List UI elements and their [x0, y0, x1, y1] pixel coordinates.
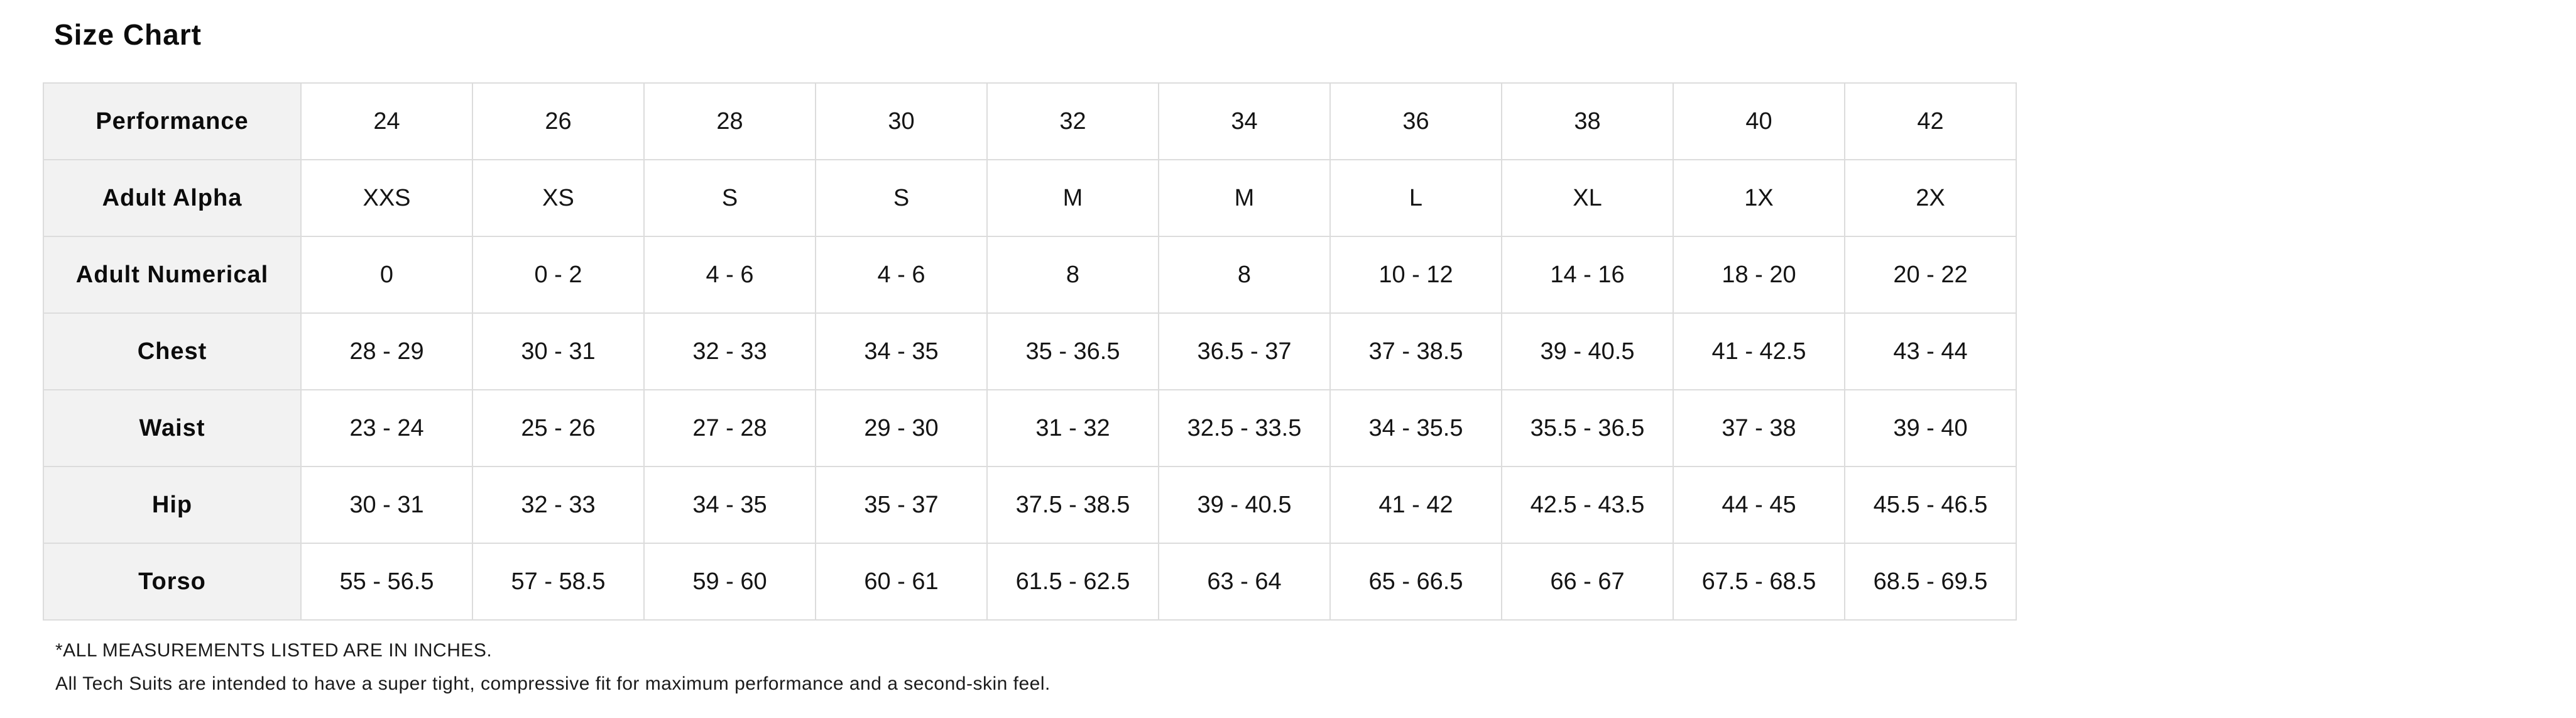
size-cell: 38 [1502, 83, 1673, 160]
size-cell: 8 [1159, 236, 1330, 313]
size-cell: M [987, 160, 1159, 236]
table-row-adult-alpha [43, 160, 2016, 236]
size-cell: 1X [1673, 160, 1845, 236]
size-cell: 65 - 66.5 [1330, 543, 1502, 620]
size-cell: S [816, 160, 987, 236]
row-header-hip: Hip [43, 467, 301, 543]
table-row-waist [43, 390, 2016, 467]
footnote-fit: All Tech Suits are intended to have a super tight, compressive fit for maximum performance and a second-skin feel. [55, 673, 1051, 694]
size-cell: 61.5 - 62.5 [987, 543, 1159, 620]
size-cell: 37 - 38.5 [1330, 313, 1502, 390]
size-cell: 34 - 35 [644, 467, 816, 543]
size-cell: 63 - 64 [1159, 543, 1330, 620]
size-cell: 30 - 31 [472, 313, 644, 390]
size-cell: 0 [301, 236, 472, 313]
size-cell: 66 - 67 [1502, 543, 1673, 620]
size-chart-table [43, 82, 2017, 621]
table-row-performance [43, 83, 2016, 160]
size-cell: 35 - 37 [816, 467, 987, 543]
size-cell: 2X [1845, 160, 2016, 236]
size-cell: 37.5 - 38.5 [987, 467, 1159, 543]
size-cell: 35 - 36.5 [987, 313, 1159, 390]
size-cell: 41 - 42 [1330, 467, 1502, 543]
size-cell: 42.5 - 43.5 [1502, 467, 1673, 543]
size-cell: XS [472, 160, 644, 236]
size-cell: 28 - 29 [301, 313, 472, 390]
size-cell: 4 - 6 [816, 236, 987, 313]
row-header-adult-alpha: Adult Alpha [43, 160, 301, 236]
size-cell: 18 - 20 [1673, 236, 1845, 313]
size-cell: 34 - 35 [816, 313, 987, 390]
size-cell: M [1159, 160, 1330, 236]
size-cell: 30 [816, 83, 987, 160]
size-cell: 26 [472, 83, 644, 160]
size-cell: 60 - 61 [816, 543, 987, 620]
footnote-measurements: *ALL MEASUREMENTS LISTED ARE IN INCHES. [55, 640, 493, 661]
size-cell: 55 - 56.5 [301, 543, 472, 620]
size-cell: 8 [987, 236, 1159, 313]
size-cell: 0 - 2 [472, 236, 644, 313]
size-cell: 36.5 - 37 [1159, 313, 1330, 390]
table-row-torso [43, 543, 2016, 620]
size-cell: 59 - 60 [644, 543, 816, 620]
size-cell: 34 - 35.5 [1330, 390, 1502, 467]
size-cell: XXS [301, 160, 472, 236]
row-header-waist: Waist [43, 390, 301, 467]
size-cell: 40 [1673, 83, 1845, 160]
size-cell: 32 - 33 [644, 313, 816, 390]
size-cell: 39 - 40 [1845, 390, 2016, 467]
table-row-chest [43, 313, 2016, 390]
size-cell: 28 [644, 83, 816, 160]
size-cell: 36 [1330, 83, 1502, 160]
footnotes [55, 641, 2506, 693]
size-cell: 57 - 58.5 [472, 543, 644, 620]
size-cell: 31 - 32 [987, 390, 1159, 467]
size-cell: 39 - 40.5 [1159, 467, 1330, 543]
size-cell: 32 [987, 83, 1159, 160]
size-cell: L [1330, 160, 1502, 236]
size-cell: 23 - 24 [301, 390, 472, 467]
size-cell: 42 [1845, 83, 2016, 160]
size-cell: 32 - 33 [472, 467, 644, 543]
size-cell: 34 [1159, 83, 1330, 160]
row-header-performance: Performance [43, 83, 301, 160]
size-cell: 20 - 22 [1845, 236, 2016, 313]
size-cell: XL [1502, 160, 1673, 236]
size-cell: 68.5 - 69.5 [1845, 543, 2016, 620]
size-cell: 27 - 28 [644, 390, 816, 467]
table-row-adult-numerical [43, 236, 2016, 313]
page-title: Size Chart [54, 18, 202, 51]
row-header-chest: Chest [43, 313, 301, 390]
size-cell: 41 - 42.5 [1673, 313, 1845, 390]
table-row-hip [43, 467, 2016, 543]
size-cell: 44 - 45 [1673, 467, 1845, 543]
row-header-torso: Torso [43, 543, 301, 620]
size-cell: 10 - 12 [1330, 236, 1502, 313]
size-cell: 67.5 - 68.5 [1673, 543, 1845, 620]
size-cell: 35.5 - 36.5 [1502, 390, 1673, 467]
size-cell: 39 - 40.5 [1502, 313, 1673, 390]
size-cell: 45.5 - 46.5 [1845, 467, 2016, 543]
size-cell: 32.5 - 33.5 [1159, 390, 1330, 467]
size-cell: 29 - 30 [816, 390, 987, 467]
size-cell: 30 - 31 [301, 467, 472, 543]
size-cell: 24 [301, 83, 472, 160]
size-cell: S [644, 160, 816, 236]
size-cell: 43 - 44 [1845, 313, 2016, 390]
row-header-adult-numerical: Adult Numerical [43, 236, 301, 313]
size-cell: 14 - 16 [1502, 236, 1673, 313]
size-cell: 4 - 6 [644, 236, 816, 313]
size-cell: 25 - 26 [472, 390, 644, 467]
size-cell: 37 - 38 [1673, 390, 1845, 467]
